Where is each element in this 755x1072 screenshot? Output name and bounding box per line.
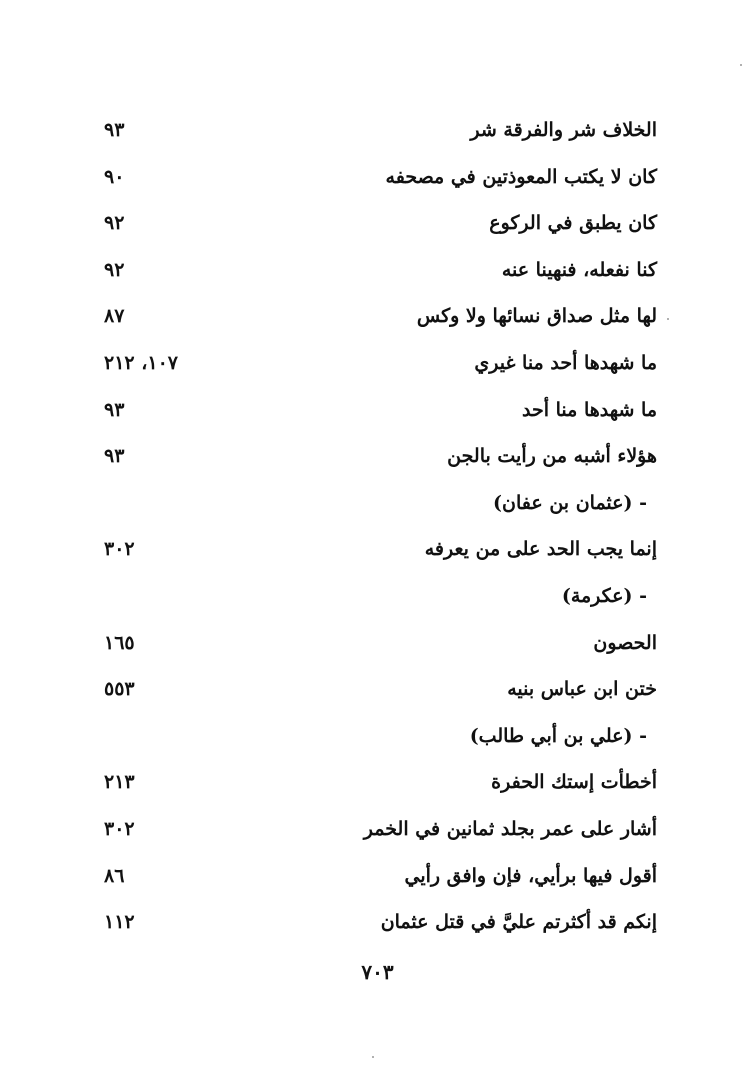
index-entry-pages: ٣٠٢	[104, 538, 135, 561]
scan-speck	[372, 1056, 374, 1058]
index-list	[90, 108, 665, 947]
index-entry-pages: ٩٣	[104, 119, 125, 141]
person-heading: - (عكرمة)	[561, 584, 647, 607]
index-entry-pages: ١١٢	[104, 911, 135, 934]
index-row	[90, 155, 665, 202]
index-entry-text: أشار على عمر بجلد ثمانين في الخمر	[363, 817, 657, 840]
index-entry-pages: ٨٧	[104, 305, 125, 328]
index-entry-text: أخطأت إستك الحفرة	[491, 771, 657, 794]
index-entry-text: لها مثل صداق نسائها ولا وكس	[416, 305, 657, 328]
person-heading: - (علي بن أبي طالب)	[469, 724, 647, 747]
index-row	[90, 341, 665, 388]
index-entry-pages: ١٠٧، ٢١٢	[104, 351, 178, 374]
index-row	[90, 388, 665, 435]
index-entry-text: ما شهدها أحد منا غيري	[474, 351, 657, 374]
index-entry-pages: ١٦٥	[104, 631, 135, 654]
index-entry-pages: ٥٥٣	[104, 678, 135, 701]
index-entry-text: إنما يجب الحد على من يعرفه	[424, 538, 657, 561]
person-heading-row	[90, 574, 665, 621]
index-entry-pages: ٩٣	[104, 398, 125, 421]
index-entry-pages: ٩٢	[104, 258, 125, 281]
index-row	[90, 108, 665, 155]
index-entry-pages: ٨٦	[104, 864, 125, 887]
index-entry-pages: ٩٢	[104, 212, 125, 235]
index-entry-text: أقول فيها برأيي، فإن وافق رأيي	[404, 864, 657, 887]
index-row	[90, 807, 665, 854]
index-entry-text: الخلاف شر والفرقة شر	[470, 119, 657, 141]
index-row	[90, 201, 665, 248]
index-row	[90, 854, 665, 901]
index-entry-text: ختن ابن عباس بنيه	[507, 678, 657, 701]
index-entry-pages: ٩٠	[104, 165, 125, 188]
index-entry-text: كان يطبق في الركوع	[489, 212, 657, 235]
index-entry-pages: ٣٠٢	[104, 817, 135, 840]
scan-speck	[740, 64, 742, 66]
index-entry-text: الحصون	[593, 631, 657, 654]
person-heading-row	[90, 714, 665, 761]
index-row	[90, 667, 665, 714]
index-row	[90, 294, 665, 341]
index-entry-pages: ٩٣	[104, 445, 125, 468]
index-entry-text: إنكم قد أكثرتم عليَّ في قتل عثمان	[380, 911, 657, 934]
index-entry-text: كنا نفعله، فنهينا عنه	[501, 258, 657, 281]
index-entry-text: ما شهدها منا أحد	[522, 398, 657, 421]
index-row	[90, 248, 665, 295]
index-row	[90, 527, 665, 574]
index-row	[90, 760, 665, 807]
index-row	[90, 621, 665, 668]
index-row	[90, 900, 665, 947]
index-row	[90, 434, 665, 481]
index-entry-text: كان لا يكتب المعوذتين في مصحفه	[385, 165, 657, 188]
person-heading-row	[90, 481, 665, 528]
person-heading: - (عثمان بن عفان)	[493, 491, 647, 514]
scan-speck	[667, 318, 669, 320]
page-number: ٧٠٣	[361, 960, 394, 984]
index-entry-text: هؤلاء أشبه من رأيت بالجن	[447, 445, 657, 468]
index-entry-pages: ٢١٣	[104, 771, 135, 794]
